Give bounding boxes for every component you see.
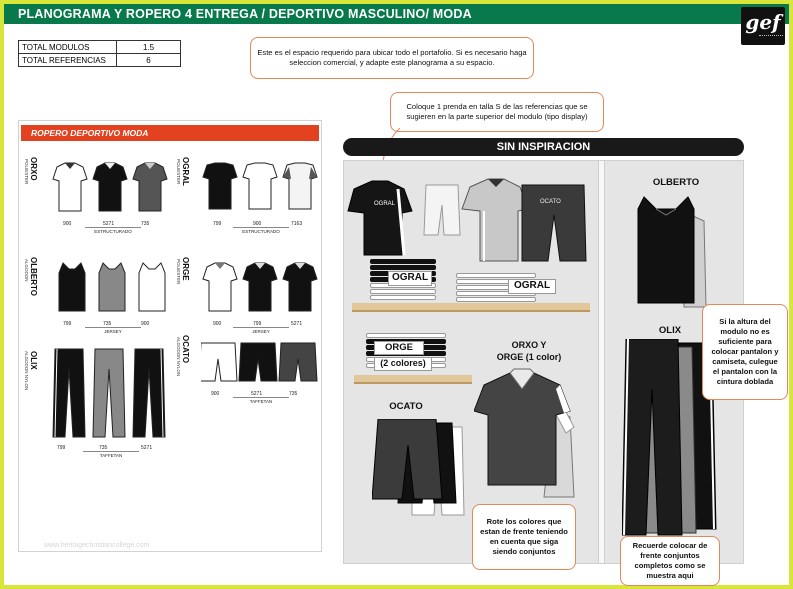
label-ocato: OCATO [389,401,423,412]
group-material: ALGODON [24,259,29,282]
code: 900 [211,391,220,397]
totals-table [18,40,181,67]
group-caption: TAFFETAN [83,451,139,458]
code: 900 [253,221,262,227]
code: 900 [213,321,222,327]
group-caption: JERSEY [85,327,141,334]
group-material: POLIESTER [176,159,181,185]
code: 799 [63,321,72,327]
label-ogral-2: OGRAL [508,279,556,294]
folded-garment [366,333,446,338]
tank-display [634,191,714,311]
totals-value: 1.5 [117,41,181,54]
code: 5271 [251,391,263,397]
shelf-middle [354,375,472,384]
code: 5271 [291,321,303,327]
label-olberto: OLBERTO [652,177,700,188]
code: 900 [141,321,150,327]
group-name: OLIX [29,351,38,370]
code: 735 [99,445,108,451]
code: 799 [57,445,66,451]
code: 5271 [103,221,115,227]
code: 735 [289,391,298,397]
label-orge: ORGE [374,341,424,355]
group-caption: TAFFETAN [233,397,289,404]
totals-label: TOTAL MODULOS [19,41,117,54]
header-bar [4,4,789,24]
totals-label: TOTAL REFERENCIAS [19,54,117,67]
group-name: ORGE [181,257,190,281]
polo-shirts-icon [51,157,169,219]
planogram-page [4,4,789,585]
catalog-group-ogral [175,157,321,235]
display-garments [346,175,596,271]
group-material: POLIESTER [176,259,181,285]
code: 735 [103,321,112,327]
label-orxo-orge [484,339,574,363]
tshirts-icon [201,157,319,219]
totals-value: 6 [117,54,181,67]
label-ogral-1: OGRAL [388,271,432,286]
label-orge-colors: (2 colores) [374,357,432,371]
section-banner [343,138,744,156]
group-name: ORXO [29,157,38,181]
group-name: OCATO [181,335,190,364]
group-material: ALGODON NYLON [176,337,181,377]
group-name: OGRAL [181,157,190,186]
catalog-group-orge [175,257,321,335]
code: 799 [213,221,222,227]
code: 900 [63,221,72,227]
folded-garment [370,289,436,294]
catalog-group-orxo [23,157,171,235]
group-caption: JERSEY [233,327,289,334]
logo-text: gef [745,10,781,34]
catalog-panel [18,120,322,552]
folded-garment [456,273,536,278]
table-row [19,41,181,54]
label-line: ORXO Y [511,340,547,350]
logo-underline [759,35,783,38]
group-caption: ESTRUCTURADO [85,227,141,234]
folded-garment [456,297,536,302]
catalog-header [21,125,319,141]
tank-tops-icon [51,257,169,319]
group-name: OLBERTO [29,257,38,296]
group-material: ALGODON NYLON [24,351,29,391]
banner-label: SIN INSPIRACION [496,141,591,153]
note-rotate: Rote los colores que estan de frente teniendo en cuenta que siga siendo conjuntos [472,504,576,570]
watermark: www.heritagechristiancollege.com [44,542,150,549]
code: 5271 [141,445,153,451]
shorts-icon [201,339,319,389]
group-caption: ESTRUCTURADO [233,227,289,234]
folded-garment [370,265,436,270]
print-ogral-1: OGRAL [374,201,396,207]
note-display: Coloque 1 prenda en talla S de las referencias que se sugieren en la parte superior del modulo (tipo display) [390,92,604,132]
catalog-group-olix [23,345,171,465]
code: 735 [141,221,150,227]
cabinet-divider [598,161,605,563]
catalog-title: ROPERO DEPORTIVO MODA [31,128,149,138]
print-ocato: OCATO [540,199,561,205]
note-sets: Recuerde colocar de frente conjuntos completos como se muestra aqui [620,536,720,586]
catalog-group-ocato [175,335,321,415]
code: 799 [253,321,262,327]
track-pants-icon [51,345,169,441]
polo-shirts-icon [201,257,319,319]
catalog-group-olberto [23,257,171,335]
label-olix: OLIX [658,325,682,336]
shelf-top [352,303,590,312]
page-title: PLANOGRAMA Y ROPERO 4 ENTREGA / DEPORTIVO MASCULINO/ MODA [18,7,472,21]
note-height: Si la altura del modulo no es suficiente para colocar pantalon y camiseta, culegue el pantalon con la cintura doblada [702,304,788,400]
note-space: Este es el espacio requerido para ubicar todo el portafolio. Si es necesario haga seleccion comercial, y adapte este planograma a su espacio. [250,37,534,79]
folded-garment [370,259,436,264]
folded-garment [370,295,436,300]
table-row [19,54,181,67]
group-material: POLIESTER [24,159,29,185]
code: 7163 [291,221,303,227]
brand-logo [741,7,785,45]
label-line: ORGE (1 color) [496,352,562,362]
